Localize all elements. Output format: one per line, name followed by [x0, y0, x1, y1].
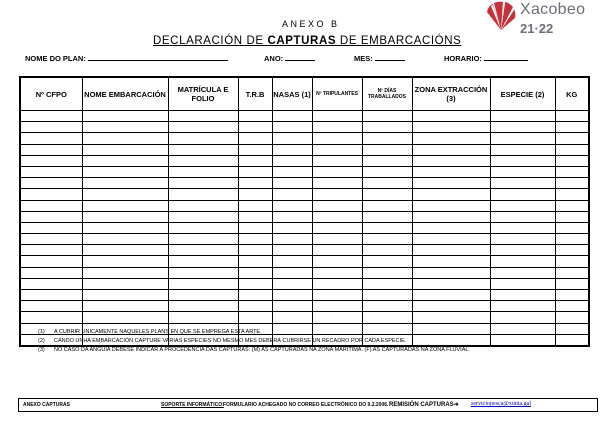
- table-cell[interactable]: [168, 211, 238, 222]
- table-cell[interactable]: [555, 267, 589, 278]
- table-cell[interactable]: [555, 122, 589, 133]
- table-cell[interactable]: [82, 211, 168, 222]
- table-cell[interactable]: [362, 234, 412, 245]
- table-cell[interactable]: [168, 155, 238, 166]
- table-cell[interactable]: [312, 222, 362, 233]
- table-cell[interactable]: [555, 245, 589, 256]
- table-cell[interactable]: [168, 189, 238, 200]
- table-row: [20, 200, 589, 211]
- footer-annex-label: ANEXO CAPTURAS: [23, 402, 70, 408]
- table-cell[interactable]: [20, 290, 82, 301]
- table-cell[interactable]: [490, 178, 555, 189]
- plan-name-blank[interactable]: [88, 52, 228, 61]
- table-cell[interactable]: [362, 122, 412, 133]
- table-cell[interactable]: [555, 155, 589, 166]
- table-cell[interactable]: [555, 312, 589, 323]
- table-cell[interactable]: [168, 144, 238, 155]
- table-cell[interactable]: [20, 234, 82, 245]
- table-cell[interactable]: [312, 155, 362, 166]
- table-cell[interactable]: [412, 256, 490, 267]
- table-cell[interactable]: [412, 166, 490, 177]
- column-header: NASAS (1): [272, 77, 312, 111]
- table-cell[interactable]: [412, 189, 490, 200]
- table-cell[interactable]: [412, 122, 490, 133]
- table-cell[interactable]: [362, 144, 412, 155]
- month-label: MES:: [354, 54, 373, 63]
- table-cell[interactable]: [490, 256, 555, 267]
- table-cell[interactable]: [82, 122, 168, 133]
- table-cell[interactable]: [312, 200, 362, 211]
- plan-name-label: NOME DO PLAN:: [25, 54, 86, 63]
- table-row: [20, 189, 589, 200]
- table-cell[interactable]: [168, 111, 238, 122]
- title-suffix: DE EMBARCACIÓNS: [336, 35, 462, 47]
- table-cell[interactable]: [82, 278, 168, 289]
- table-cell[interactable]: [312, 245, 362, 256]
- table-cell[interactable]: [555, 323, 589, 334]
- table-cell[interactable]: [272, 200, 312, 211]
- table-cell[interactable]: [20, 256, 82, 267]
- table-cell[interactable]: [168, 122, 238, 133]
- table-cell[interactable]: [238, 267, 272, 278]
- table-cell[interactable]: [555, 166, 589, 177]
- table-cell[interactable]: [20, 133, 82, 144]
- table-cell[interactable]: [362, 245, 412, 256]
- table-cell[interactable]: [312, 234, 362, 245]
- year-label: ANO:: [264, 54, 284, 63]
- column-header: Nº DÍAS TRABALLADOS: [362, 77, 412, 111]
- table-cell[interactable]: [168, 200, 238, 211]
- table-cell[interactable]: [238, 166, 272, 177]
- column-header: Nº TRIPULANTES: [312, 77, 362, 111]
- table-cell[interactable]: [82, 155, 168, 166]
- table-cell[interactable]: [20, 278, 82, 289]
- table-cell[interactable]: [412, 312, 490, 323]
- table-cell[interactable]: [555, 189, 589, 200]
- table-cell[interactable]: [272, 278, 312, 289]
- table-cell[interactable]: [490, 133, 555, 144]
- table-cell[interactable]: [272, 178, 312, 189]
- table-cell[interactable]: [412, 222, 490, 233]
- table-cell[interactable]: [238, 122, 272, 133]
- table-row: [20, 290, 589, 301]
- table-cell[interactable]: [312, 301, 362, 312]
- table-cell[interactable]: [490, 334, 555, 346]
- footer-email-link[interactable]: serviciopesca@xunta.gal: [471, 401, 532, 407]
- table-cell[interactable]: [238, 301, 272, 312]
- scallop-shell-icon: [484, 0, 518, 34]
- table-cell[interactable]: [272, 211, 312, 222]
- table-cell[interactable]: [238, 155, 272, 166]
- table-cell[interactable]: [272, 222, 312, 233]
- column-header: NOME EMBARCACIÓN: [82, 77, 168, 111]
- title-prefix: DECLARACIÓN DE: [153, 35, 268, 47]
- table-cell[interactable]: [362, 166, 412, 177]
- footnote-number: (1): [38, 329, 45, 335]
- table-cell[interactable]: [272, 312, 312, 323]
- month-blank[interactable]: [375, 52, 405, 61]
- table-row: [20, 301, 589, 312]
- table-cell[interactable]: [168, 222, 238, 233]
- table-cell[interactable]: [20, 222, 82, 233]
- table-cell[interactable]: [412, 301, 490, 312]
- table-cell[interactable]: [362, 178, 412, 189]
- table-cell[interactable]: [412, 211, 490, 222]
- table-cell[interactable]: [82, 144, 168, 155]
- table-cell[interactable]: [490, 312, 555, 323]
- table-cell[interactable]: [312, 166, 362, 177]
- column-header: ZONA EXTRACCIÓN (3): [412, 77, 490, 111]
- table-cell[interactable]: [82, 189, 168, 200]
- table-cell[interactable]: [238, 144, 272, 155]
- annex-label: ANEXO B: [282, 19, 340, 29]
- table-cell[interactable]: [490, 144, 555, 155]
- table-cell[interactable]: [555, 222, 589, 233]
- table-cell[interactable]: [82, 222, 168, 233]
- table-cell[interactable]: [168, 312, 238, 323]
- table-cell[interactable]: [412, 234, 490, 245]
- table-cell[interactable]: [20, 245, 82, 256]
- table-cell[interactable]: [490, 200, 555, 211]
- month-field: [354, 52, 405, 63]
- table-cell[interactable]: [312, 133, 362, 144]
- footer-support-label: SOPORTE INFORMÁTICO:: [161, 402, 224, 408]
- table-cell[interactable]: [238, 211, 272, 222]
- table-cell[interactable]: [312, 278, 362, 289]
- table-cell[interactable]: [412, 200, 490, 211]
- table-cell[interactable]: [490, 222, 555, 233]
- table-cell[interactable]: [272, 144, 312, 155]
- table-cell[interactable]: [555, 334, 589, 346]
- table-cell[interactable]: [82, 200, 168, 211]
- table-cell[interactable]: [362, 155, 412, 166]
- table-cell[interactable]: [168, 166, 238, 177]
- table-cell[interactable]: [82, 178, 168, 189]
- footer-remission-label: REMISIÓN CAPTURAS➔: [389, 402, 459, 408]
- footer-bar: [18, 398, 598, 412]
- table-cell[interactable]: [490, 267, 555, 278]
- table-cell[interactable]: [412, 133, 490, 144]
- table-cell[interactable]: [168, 133, 238, 144]
- table-cell[interactable]: [238, 245, 272, 256]
- schedule-field: [444, 52, 528, 63]
- table-cell[interactable]: [238, 278, 272, 289]
- table-cell[interactable]: [272, 122, 312, 133]
- table-cell[interactable]: [82, 301, 168, 312]
- table-cell[interactable]: [490, 245, 555, 256]
- table-cell[interactable]: [490, 323, 555, 334]
- table-cell[interactable]: [312, 312, 362, 323]
- table-cell[interactable]: [362, 301, 412, 312]
- table-row: [20, 122, 589, 133]
- table-cell[interactable]: [412, 267, 490, 278]
- table-row: [20, 222, 589, 233]
- table-cell[interactable]: [312, 256, 362, 267]
- table-cell[interactable]: [412, 144, 490, 155]
- footnote-text: CANDO UNHA EMBARCACIÓN CAPTURE VARIAS ESPECIES NO MESMO MES DEBERÁ CUBRIRSE UN RECADRO POR CADA ESPECIE.: [54, 338, 407, 344]
- table-cell[interactable]: [555, 178, 589, 189]
- table-cell[interactable]: [168, 301, 238, 312]
- footnote-text: A CUBRIR UNICAMENTE NAQUELES PLANS EN QUE SE EMPREGA ESTA ARTE.: [54, 329, 262, 335]
- table-cell[interactable]: [238, 111, 272, 122]
- table-cell[interactable]: [555, 200, 589, 211]
- footer-support-text: FORMULARIO ACHEGADO NO CORREO ELECTRÓNICO DO 9.2.2006.: [223, 402, 389, 408]
- table-cell[interactable]: [20, 178, 82, 189]
- table-cell[interactable]: [490, 234, 555, 245]
- table-cell[interactable]: [238, 256, 272, 267]
- table-cell[interactable]: [412, 178, 490, 189]
- table-cell[interactable]: [555, 111, 589, 122]
- schedule-label: HORARIO:: [444, 54, 482, 63]
- table-row: [20, 267, 589, 278]
- table-header-row: [20, 77, 589, 111]
- table-cell[interactable]: [272, 189, 312, 200]
- table-cell[interactable]: [362, 312, 412, 323]
- table-cell[interactable]: [362, 211, 412, 222]
- table-cell[interactable]: [20, 144, 82, 155]
- footnote: [38, 346, 470, 355]
- footnotes: [38, 328, 470, 355]
- title-keyword: CAPTURAS: [267, 35, 337, 47]
- catch-declaration-table: [19, 76, 590, 347]
- logo-wordmark: Xacobeo: [520, 1, 586, 18]
- table-cell[interactable]: [362, 200, 412, 211]
- table-cell[interactable]: [272, 111, 312, 122]
- table-row: [20, 278, 589, 289]
- footnote-number: (3): [38, 347, 45, 353]
- table-cell[interactable]: [20, 155, 82, 166]
- table-cell[interactable]: [362, 222, 412, 233]
- table-cell[interactable]: [490, 301, 555, 312]
- table-cell[interactable]: [555, 234, 589, 245]
- table-cell[interactable]: [168, 178, 238, 189]
- table-row: [20, 144, 589, 155]
- table-cell[interactable]: [168, 245, 238, 256]
- logo-years: 21·22: [520, 21, 554, 36]
- table-cell[interactable]: [82, 312, 168, 323]
- table-cell[interactable]: [555, 290, 589, 301]
- table-cell[interactable]: [82, 133, 168, 144]
- table-cell[interactable]: [490, 122, 555, 133]
- table-cell[interactable]: [412, 290, 490, 301]
- table-row: [20, 312, 589, 323]
- table-row: [20, 256, 589, 267]
- table-cell[interactable]: [412, 111, 490, 122]
- table-cell[interactable]: [362, 111, 412, 122]
- table-cell[interactable]: [20, 122, 82, 133]
- table-cell[interactable]: [490, 211, 555, 222]
- table-cell[interactable]: [555, 256, 589, 267]
- footnote: [38, 328, 470, 337]
- table-cell[interactable]: [20, 111, 82, 122]
- table-cell[interactable]: [238, 312, 272, 323]
- table-cell[interactable]: [82, 256, 168, 267]
- table-cell[interactable]: [238, 234, 272, 245]
- table-cell[interactable]: [82, 290, 168, 301]
- table-cell[interactable]: [312, 267, 362, 278]
- table-cell[interactable]: [490, 189, 555, 200]
- table-cell[interactable]: [362, 267, 412, 278]
- table-cell[interactable]: [312, 189, 362, 200]
- table-cell[interactable]: [238, 290, 272, 301]
- table-cell[interactable]: [490, 166, 555, 177]
- table-cell[interactable]: [238, 222, 272, 233]
- table-cell[interactable]: [312, 290, 362, 301]
- column-header: MATRÍCULA E FOLIO: [168, 77, 238, 111]
- footnote-number: (2): [38, 338, 45, 344]
- table-cell[interactable]: [20, 211, 82, 222]
- table-cell[interactable]: [362, 256, 412, 267]
- table-cell[interactable]: [20, 312, 82, 323]
- table-cell[interactable]: [20, 200, 82, 211]
- table-row: [20, 155, 589, 166]
- table-cell[interactable]: [82, 111, 168, 122]
- table-cell[interactable]: [82, 245, 168, 256]
- table-cell[interactable]: [272, 166, 312, 177]
- xacobeo-logo: [484, 0, 612, 40]
- table-row: [20, 133, 589, 144]
- table-cell[interactable]: [412, 278, 490, 289]
- page-title: [153, 35, 461, 47]
- year-blank[interactable]: [285, 52, 315, 61]
- table-row: [20, 178, 589, 189]
- table-cell[interactable]: [20, 166, 82, 177]
- table-cell[interactable]: [272, 301, 312, 312]
- table-cell[interactable]: [238, 133, 272, 144]
- plan-name-field: [25, 52, 228, 63]
- table-cell[interactable]: [272, 245, 312, 256]
- column-header: T.R.B: [238, 77, 272, 111]
- table-cell[interactable]: [238, 189, 272, 200]
- table-cell[interactable]: [312, 111, 362, 122]
- table-row: [20, 234, 589, 245]
- table-cell[interactable]: [272, 290, 312, 301]
- schedule-blank[interactable]: [484, 52, 528, 61]
- table-cell[interactable]: [272, 155, 312, 166]
- table-cell[interactable]: [555, 211, 589, 222]
- table-cell[interactable]: [490, 111, 555, 122]
- table-cell[interactable]: [82, 234, 168, 245]
- table-cell[interactable]: [272, 133, 312, 144]
- table-cell[interactable]: [312, 211, 362, 222]
- table-cell[interactable]: [312, 178, 362, 189]
- table-row: [20, 166, 589, 177]
- table-cell[interactable]: [490, 290, 555, 301]
- footnote-text: NO CASO DA ANGUÍA DEBESE INDICAR A PROCEDENCIA DAS CAPTURAS: (M) AS CAPTURADAS NA ZONA MARÍTIMA. (F) AS CAPTURADAS NA ZONA FLUVIAL.: [54, 347, 470, 353]
- year-field: [264, 52, 315, 63]
- table-cell[interactable]: [555, 133, 589, 144]
- table-cell[interactable]: [168, 256, 238, 267]
- table-row: [20, 245, 589, 256]
- table-cell[interactable]: [362, 290, 412, 301]
- column-header: Nº CFPO: [20, 77, 82, 111]
- table-cell[interactable]: [168, 267, 238, 278]
- table-cell[interactable]: [238, 178, 272, 189]
- table-cell[interactable]: [168, 290, 238, 301]
- table-cell[interactable]: [272, 234, 312, 245]
- table-cell[interactable]: [362, 278, 412, 289]
- table-cell[interactable]: [555, 301, 589, 312]
- column-header: KG: [555, 77, 589, 111]
- table-cell[interactable]: [412, 155, 490, 166]
- table-cell[interactable]: [168, 278, 238, 289]
- table-cell[interactable]: [312, 144, 362, 155]
- table-cell[interactable]: [168, 234, 238, 245]
- table-cell[interactable]: [362, 133, 412, 144]
- table-cell[interactable]: [20, 301, 82, 312]
- table-cell[interactable]: [362, 189, 412, 200]
- column-header: ESPECIE (2): [490, 77, 555, 111]
- table-cell[interactable]: [555, 278, 589, 289]
- table-cell[interactable]: [490, 155, 555, 166]
- table-cell[interactable]: [20, 189, 82, 200]
- table-cell[interactable]: [272, 256, 312, 267]
- table-cell[interactable]: [20, 267, 82, 278]
- table-row: [20, 211, 589, 222]
- table-cell[interactable]: [82, 267, 168, 278]
- footnote: [38, 337, 470, 346]
- table-cell[interactable]: [272, 267, 312, 278]
- table-cell[interactable]: [490, 278, 555, 289]
- table-cell[interactable]: [312, 122, 362, 133]
- table-row: [20, 111, 589, 122]
- table-cell[interactable]: [412, 245, 490, 256]
- table-cell[interactable]: [238, 200, 272, 211]
- table-cell[interactable]: [555, 144, 589, 155]
- table-cell[interactable]: [82, 166, 168, 177]
